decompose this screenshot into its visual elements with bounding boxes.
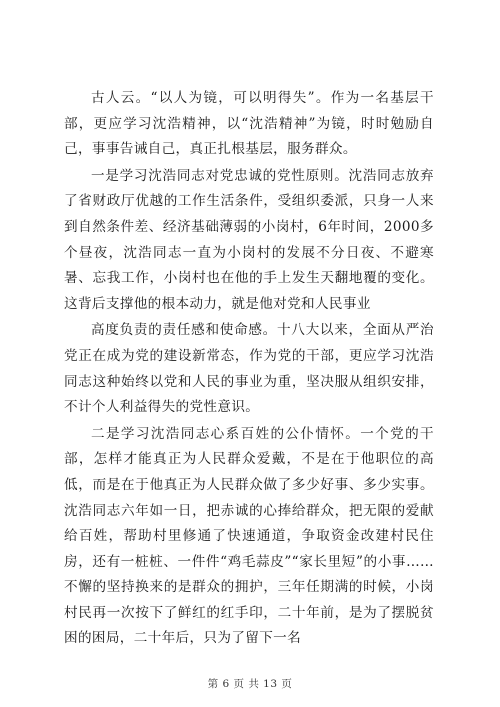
paragraph-responsibility: 高度负责的责任感和使命感。十八大以来，全面从严治党正在成为党的建设新常态，作为党的干部，更应学习沈浩同志这种始终以党和人民的事业为重，坚决服从组织安排，不计个人利益得失的党性意识。	[64, 322, 434, 416]
paragraph-public-servant: 二是学习沈浩同志心系百姓的公仆情怀。一个党的干部，怎样才能真正为人民群众爱戴，不是在于他职位的高低，而是在于他真正为人民群众做了多少好事、多少实事。沈浩同志六年如一日，把赤诚的心捧给群众，把无限的爱献给百姓，帮助村里修通了快速通道，争取资金改建村民住房，还有一桩桩、一件件“鸡毛蒜皮”“家长里短”的小事……不懈的坚持换来的是群众的拥护，三年任期满的时候，小岗村民再一次按下了鲜红的红手印，二十年前，是为了摆脱贫困的困局，二十年后，只为了留下一名	[64, 425, 434, 647]
paragraph-party-loyalty: 一是学习沈浩同志对党忠诚的党性原则。沈浩同志放弃了省财政厅优越的工作生活条件，受组织委派，只身一人来到自然条件差、经济基础薄弱的小岗村，6年时间，2000多个昼夜，沈浩同志一直为小岗村的发展不分日夜、不避寒暑、忘我工作，小岗村也在他的手上发生天翻地覆的变化。这背后支撑他的根本动力，就是他对党和人民事业	[64, 167, 434, 312]
page-footer: 第 6 页 共 13 页	[207, 678, 293, 690]
paragraph-intro: 古人云。“以人为镜，可以明得失”。作为一名基层干部，更应学习沈浩精神，以“沈浩精神”为镜，时时勉励自己，事事告诫自己，真正扎根基层，服务群众。	[64, 90, 434, 158]
document-body	[64, 86, 434, 652]
